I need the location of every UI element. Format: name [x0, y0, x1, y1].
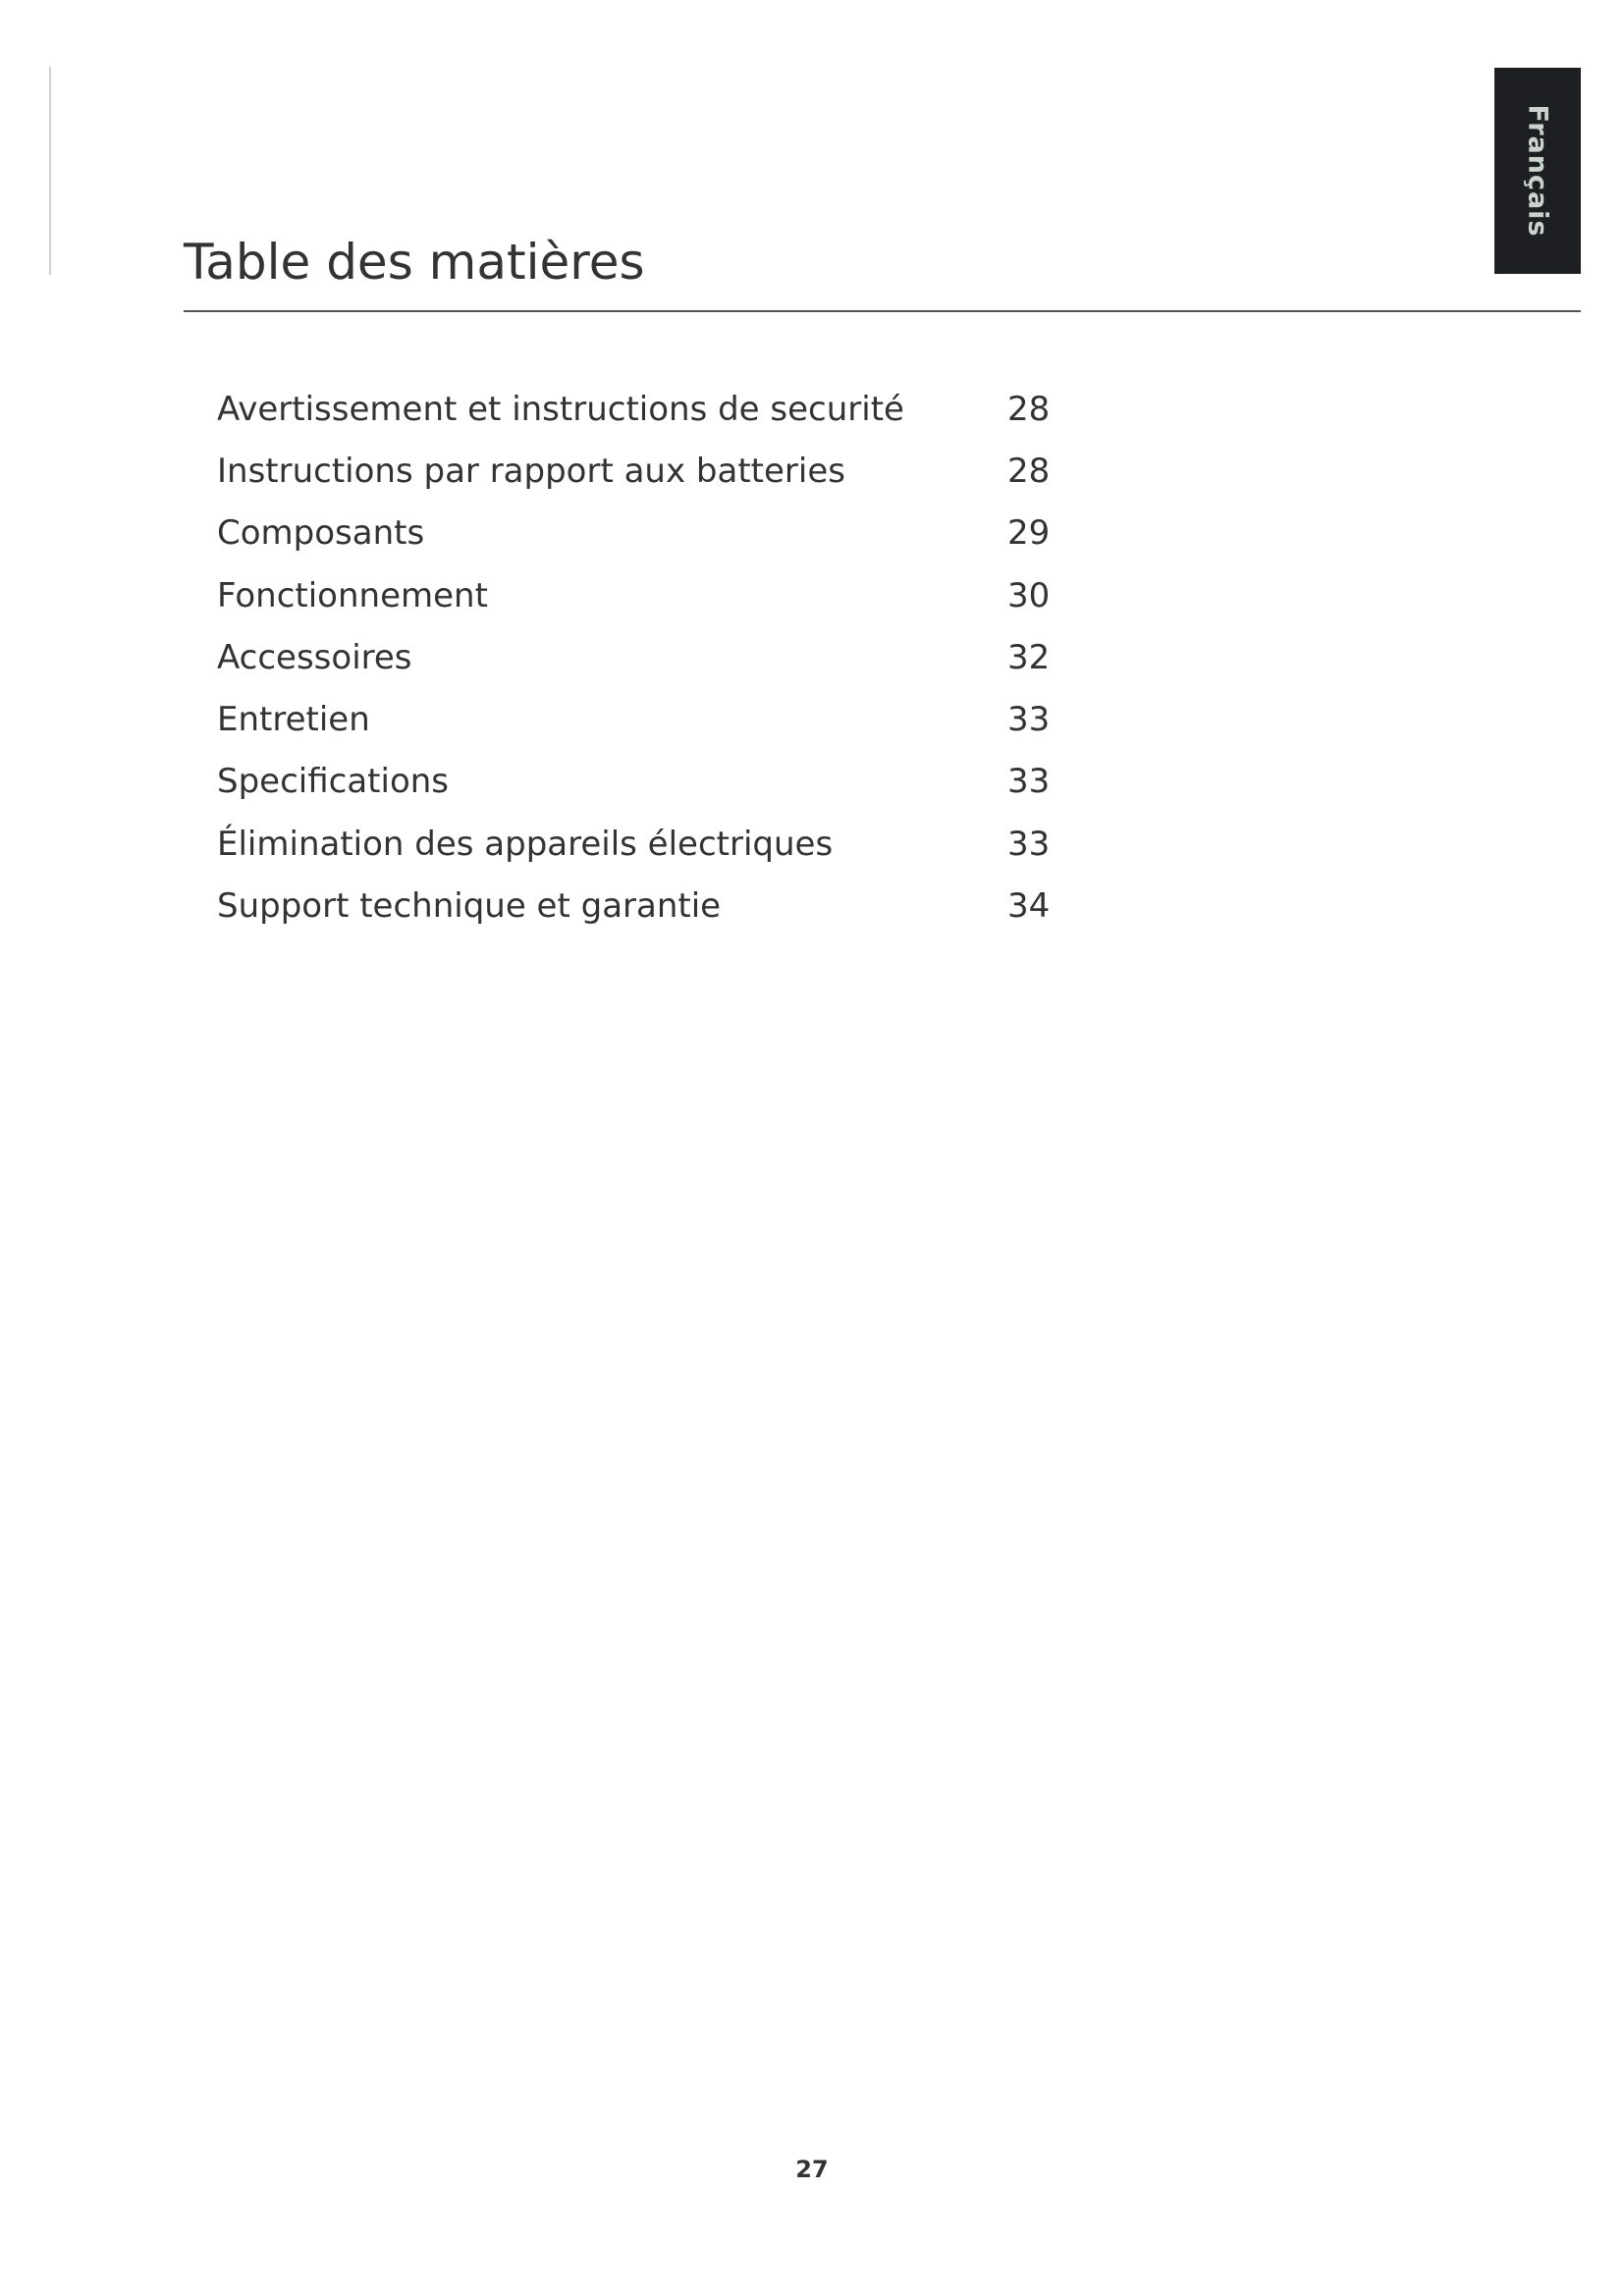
toc-entry-page: 34 [1007, 886, 1051, 927]
toc-entry-label: Entretien [217, 700, 370, 740]
toc-entry-page: 29 [1007, 513, 1051, 554]
page-title: Table des matières [184, 234, 645, 291]
toc-entry-label: Instructions par rapport aux batteries [217, 451, 845, 491]
toc-entry [217, 564, 1081, 626]
title-divider [184, 310, 1581, 312]
toc-entry-page: 33 [1007, 762, 1051, 802]
table-of-contents [217, 378, 1081, 937]
toc-entry-label: Support technique et garantie [217, 886, 722, 927]
toc-entry-page: 32 [1007, 637, 1051, 677]
language-tab-label: Français [1522, 104, 1553, 238]
toc-entry-page: 30 [1007, 575, 1051, 615]
toc-entry-label: Composants [217, 513, 425, 554]
toc-entry-page: 28 [1007, 451, 1051, 491]
toc-entry [217, 503, 1081, 564]
toc-entry [217, 440, 1081, 502]
toc-entry-label: Fonctionnement [217, 575, 488, 615]
toc-entry-label: Avertissement et instructions de securité [217, 389, 904, 429]
toc-entry-label: Accessoires [217, 637, 412, 677]
toc-entry [217, 688, 1081, 750]
language-tab [1494, 68, 1581, 274]
toc-entry [217, 875, 1081, 936]
toc-entry-label: Élimination des appareils électriques [217, 824, 834, 864]
toc-entry-page: 28 [1007, 389, 1051, 429]
toc-entry-page: 33 [1007, 700, 1051, 740]
margin-rule [49, 67, 51, 275]
toc-entry [217, 813, 1081, 875]
toc-entry-label: Specifications [217, 762, 450, 802]
toc-entry [217, 378, 1081, 440]
page-number: 27 [795, 2156, 829, 2183]
toc-entry [217, 626, 1081, 688]
toc-entry [217, 751, 1081, 813]
toc-entry-page: 33 [1007, 824, 1051, 864]
